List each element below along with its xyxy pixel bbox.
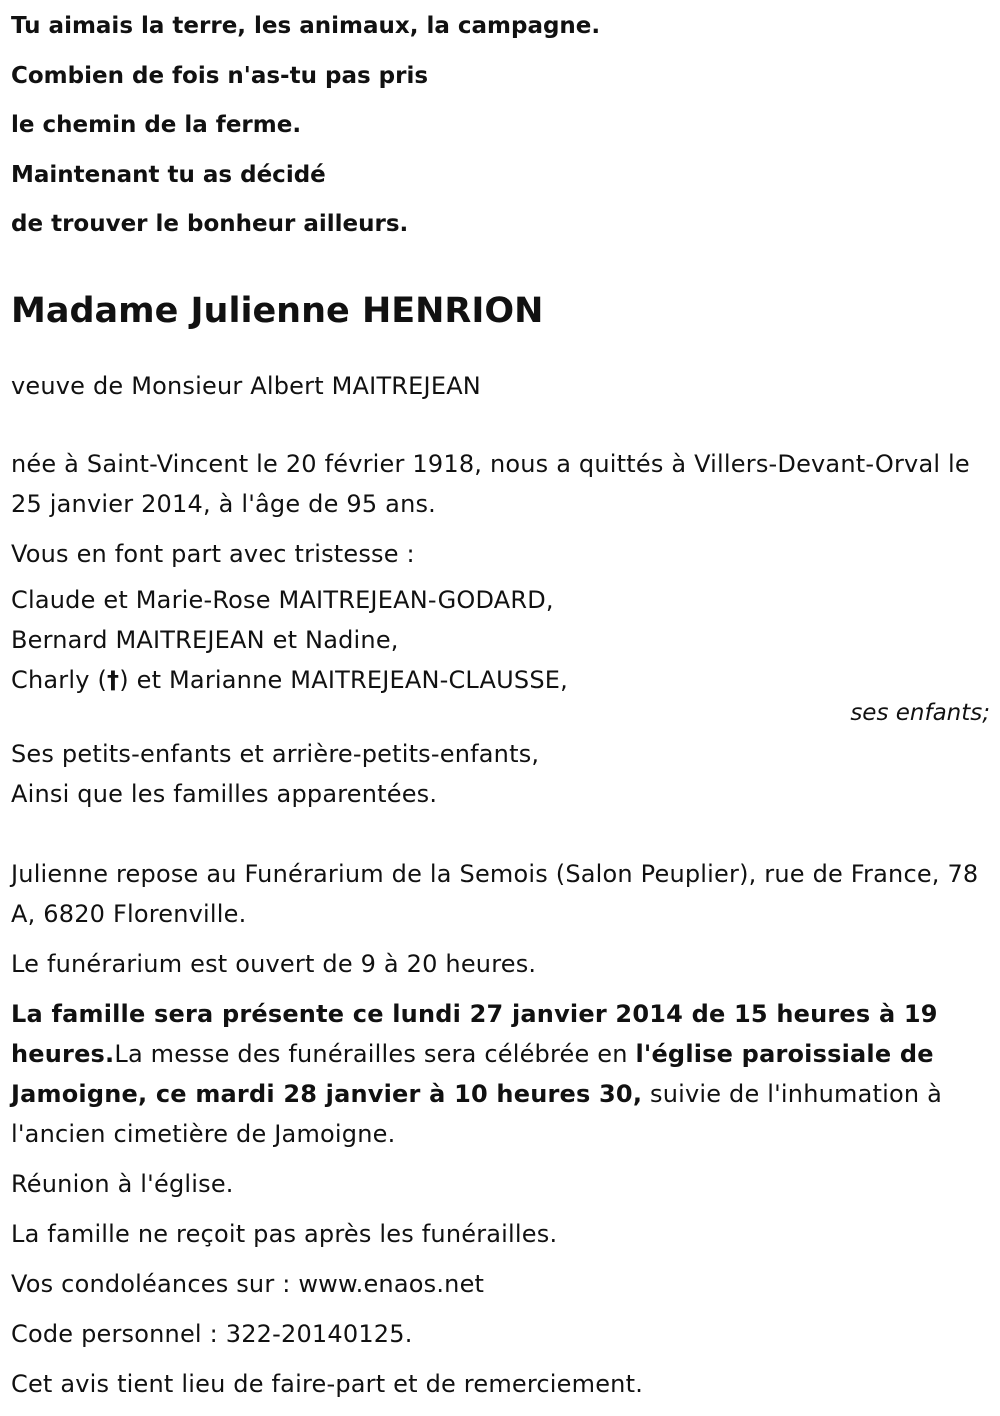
poem-line: Maintenant tu as décidé xyxy=(11,161,326,188)
meeting-info: Réunion à l'église. xyxy=(11,1169,234,1198)
announce-intro: Vous en font part avec tristesse : xyxy=(11,539,415,568)
deceased-name: Madame Julienne HENRION xyxy=(11,290,544,331)
closing-note: Cet avis tient lieu de faire-part et de remerciement. xyxy=(11,1369,644,1398)
related-families: Ainsi que les familles apparentées. xyxy=(11,779,438,808)
ceremony-info xyxy=(11,994,991,1154)
birth-death-info: née à Saint-Vincent le 20 février 1918, nous a quittés à Villers-Devant-Orval le 25 janvier 2014, à l'âge de 95 ans. xyxy=(11,449,970,518)
poem-line: le chemin de la ferme. xyxy=(11,112,302,138)
condolences-link[interactable]: Vos condoléances sur : www.enaos.net xyxy=(11,1269,485,1298)
child-line-part: ) et Marianne MAITREJEAN-CLAUSSE, xyxy=(119,665,568,694)
rest-place: Julienne repose au Funérarium de la Semois (Salon Peuplier), rue de France, 78 A, 6820 Florenville. xyxy=(11,859,979,928)
opening-hours: Le funérarium est ouvert de 9 à 20 heures. xyxy=(11,949,537,978)
mass-text: La messe des funérailles sera célébrée en xyxy=(114,1039,636,1068)
children-list xyxy=(11,580,991,726)
no-reception: La famille ne reçoit pas après les funérailles. xyxy=(11,1219,558,1248)
personal-code: Code personnel : 322-20140125. xyxy=(11,1319,413,1348)
child-line xyxy=(11,660,991,700)
obituary-notice xyxy=(11,0,991,1404)
mass-place: l'église paroissiale de Jamoigne, ce mardi 28 janvier à 10 heures 30, xyxy=(11,1039,934,1108)
children-role: ses enfants; xyxy=(850,699,990,726)
family-presence: La famille sera présente ce lundi 27 janvier 2014 de 15 heures à 19 heures. xyxy=(11,999,938,1068)
burial-text: suivie de l'inhumation à l'ancien cimetière de Jamoigne. xyxy=(11,1079,943,1148)
child-line: Claude et Marie-Rose MAITREJEAN-GODARD, xyxy=(11,585,554,614)
poem xyxy=(11,2,991,250)
poem-line: Tu aimais la terre, les animaux, la campagne. xyxy=(11,13,601,39)
child-line: Bernard MAITREJEAN et Nadine, xyxy=(11,625,399,654)
poem-line: Combien de fois n'as-tu pas pris xyxy=(11,62,429,89)
grandchildren: Ses petits-enfants et arrière-petits-enfants, xyxy=(11,739,540,768)
cross-icon: † xyxy=(107,665,120,694)
poem-line: de trouver le bonheur ailleurs. xyxy=(11,211,409,237)
child-line-part: Charly ( xyxy=(11,665,108,694)
widow-of: veuve de Monsieur Albert MAITREJEAN xyxy=(11,371,481,400)
